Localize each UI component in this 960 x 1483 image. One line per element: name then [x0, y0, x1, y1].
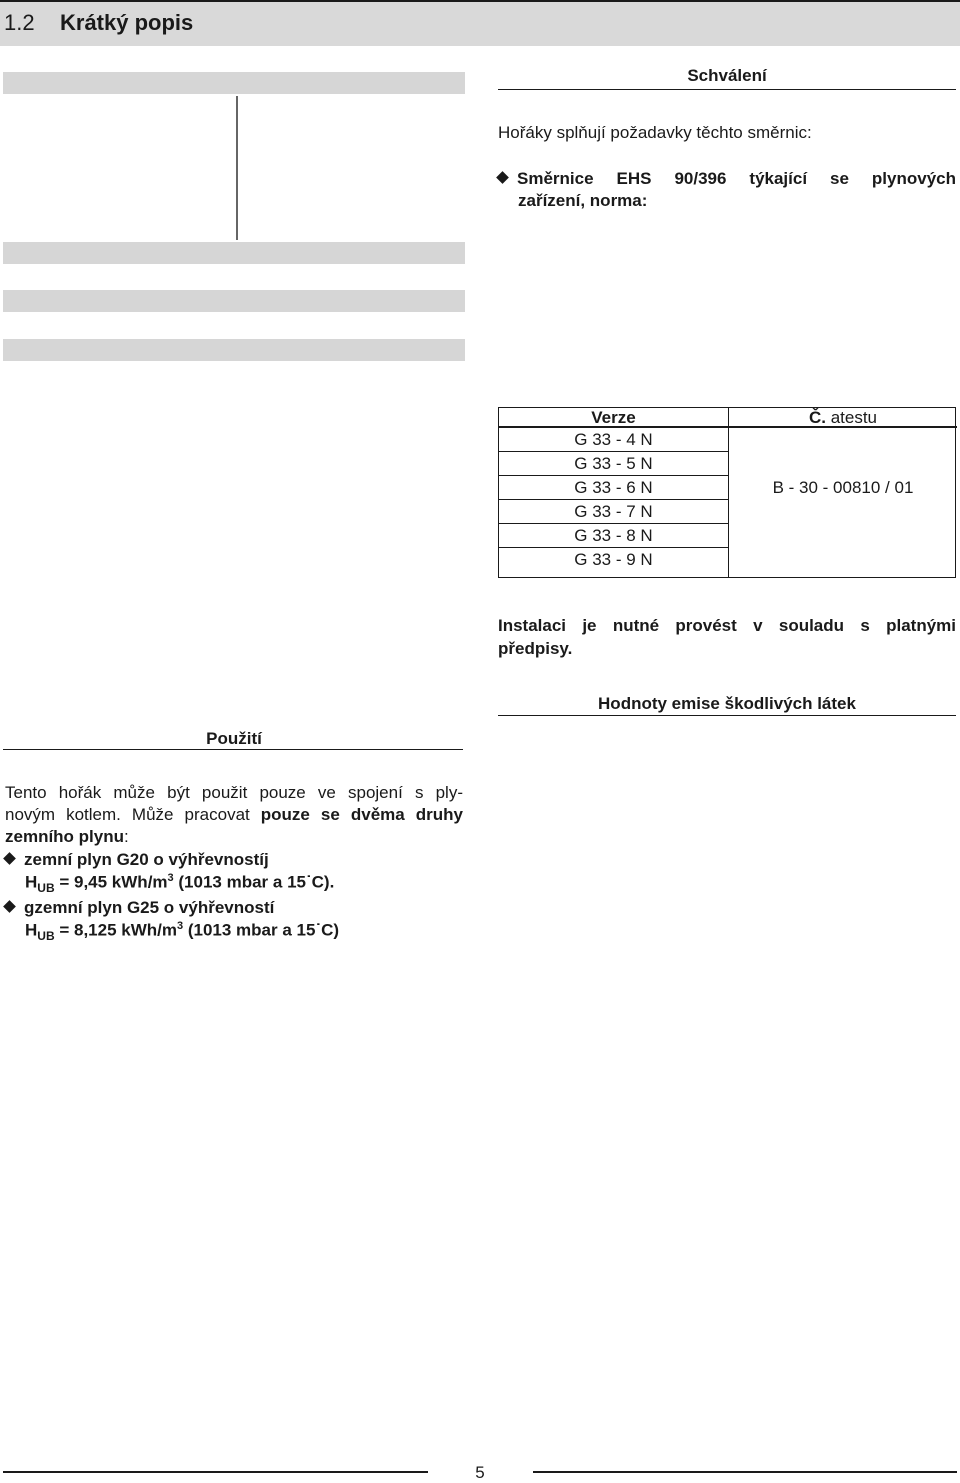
- gas-g25-degree: ˙: [315, 920, 322, 940]
- gas-g20-degree: ˙: [305, 872, 312, 892]
- approval-heading: Schválení: [687, 66, 767, 85]
- versions-column: [499, 408, 729, 577]
- gas-g25-unit: C): [321, 920, 340, 940]
- gray-bar-1: [3, 72, 465, 94]
- gray-bar-3: [3, 290, 465, 312]
- section-number: 1.2: [4, 10, 35, 35]
- approval-bullet-line1: [498, 169, 956, 189]
- usage-heading: Použití: [206, 729, 262, 748]
- gas-g20-sup: 3: [167, 872, 174, 884]
- usage-text-line2-normal: novým kotlem. Může pracovat: [5, 805, 261, 824]
- certificate-column: [729, 408, 957, 577]
- certificate-number: B - 30 - 00810 / 01: [772, 478, 914, 497]
- gas-g25-label: gzemní plyn G25 o výhřevností: [24, 898, 275, 917]
- gas-g20-line2: [25, 872, 334, 895]
- version-row: G 33 - 6 N: [499, 476, 728, 500]
- gas-g25-value: = 8,125 kWh/m: [54, 920, 177, 940]
- certificate-header: [729, 408, 957, 428]
- gas-g25-line1: [5, 898, 274, 918]
- certificate-table: [498, 407, 956, 578]
- version-row: G 33 - 5 N: [499, 452, 728, 476]
- certificate-header-prefix: Č.: [808, 408, 826, 427]
- usage-text-line3: [5, 827, 129, 847]
- diamond-bullet-icon: [3, 900, 16, 913]
- gas-g25-sub: UB: [37, 929, 55, 944]
- gas-g20-sub: UB: [37, 881, 55, 896]
- emissions-heading: Hodnoty emise škodlivých látek: [598, 694, 856, 713]
- approval-intro: Hořáky splňují požadavky těchto směrnic:: [498, 123, 812, 142]
- emissions-rule: [498, 715, 956, 716]
- version-row: G 33 - 9 N: [574, 550, 653, 569]
- gas-g25-line2: [25, 920, 339, 943]
- gas-g20-h: H: [25, 872, 38, 892]
- version-row: G 33 - 8 N: [499, 524, 728, 548]
- section-title: Krátký popis: [60, 10, 194, 35]
- gas-g25-cond: (1013 mbar a 15: [183, 920, 316, 940]
- installation-line1: Instalaci je nutné provést v souladu s platnými: [498, 616, 956, 635]
- certificate-header-suffix: atestu: [825, 408, 878, 427]
- footer-rule-right: [533, 1471, 957, 1473]
- vertical-divider: [236, 96, 238, 240]
- approval-bullet-text: Směrnice EHS 90/396 týkající se plynových: [517, 169, 956, 188]
- page-number: 5: [475, 1463, 485, 1482]
- usage-text-line3-colon: :: [124, 827, 129, 846]
- diamond-bullet-icon: [496, 171, 509, 184]
- diamond-bullet-icon: [3, 852, 16, 865]
- versions-header: Verze: [499, 408, 728, 428]
- approval-bullet-line2: zařízení, norma:: [518, 191, 648, 210]
- footer-rule-left: [3, 1471, 428, 1473]
- gray-bar-4: [3, 339, 465, 361]
- approval-rule: [498, 89, 956, 90]
- version-row: G 33 - 4 N: [499, 428, 728, 452]
- usage-text-line1: Tento hořák může být použit pouze ve spojení s ply-: [5, 783, 463, 802]
- installation-line2: předpisy.: [498, 639, 573, 658]
- gas-g20-value: = 9,45 kWh/m: [54, 872, 168, 892]
- usage-rule: [3, 749, 463, 750]
- gas-g20-line1: [5, 850, 269, 870]
- gas-g20-cond: (1013 mbar a 15: [173, 872, 306, 892]
- usage-text-line2: [5, 805, 463, 825]
- usage-text-line2-bold: pouze se dvěma druhy: [260, 805, 463, 824]
- gas-g25-h: H: [25, 920, 38, 940]
- gas-g25-sup: 3: [177, 920, 184, 932]
- gray-bar-2: [3, 242, 465, 264]
- usage-text-line3-bold: zemního plynu: [5, 827, 124, 846]
- gas-g20-label: zemní plyn G20 o výhřevnostíj: [24, 850, 269, 869]
- version-row: G 33 - 7 N: [499, 500, 728, 524]
- gas-g20-unit: C).: [311, 872, 335, 892]
